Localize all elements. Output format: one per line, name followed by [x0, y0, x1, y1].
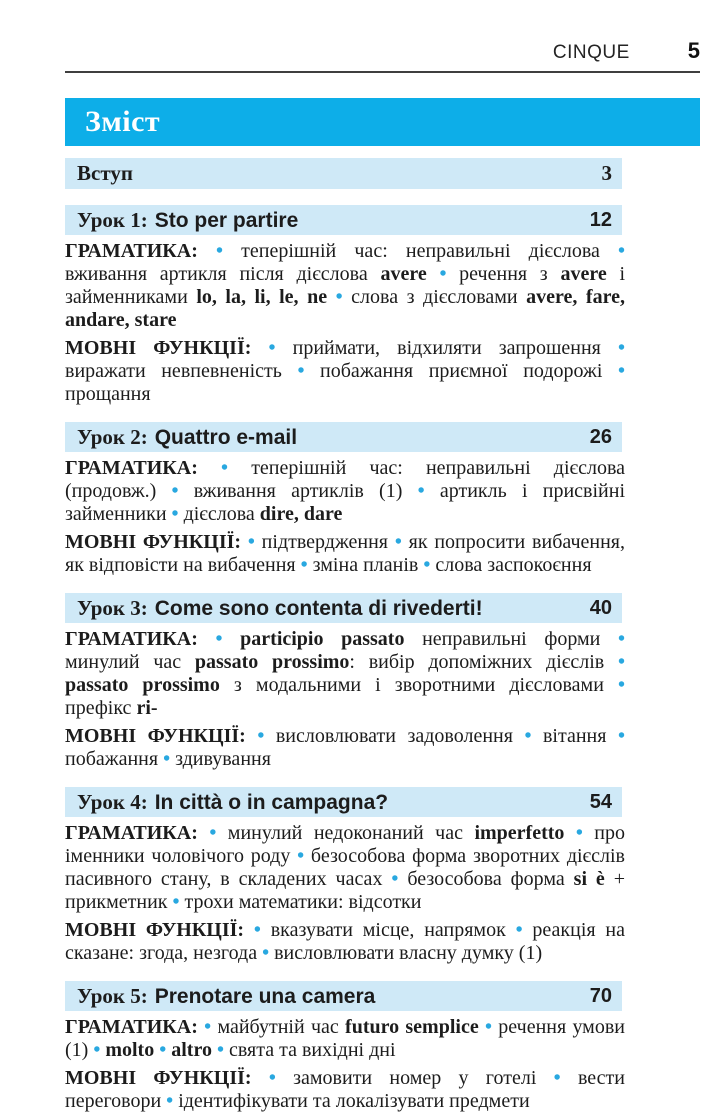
- lessons-container: [65, 205, 727, 1113]
- lesson-page-number: 40: [589, 596, 612, 619]
- running-head-word: CINQUE: [552, 42, 630, 63]
- lesson-bar: [65, 787, 622, 817]
- lesson-heading: [77, 596, 483, 621]
- grammar-paragraph: ГРАМАТИКА: • теперішній час: неправильні дієслова (продовж.) • вживання артиклів (1) • артикль і присвійні займенники • дієслова dire, dare: [65, 457, 625, 525]
- functions-paragraph: МОВНІ ФУНКЦІЇ: • замовити номер у готелі • вести переговори • ідентифікувати та локалізувати предмети: [65, 1067, 625, 1112]
- intro-page-number: 3: [601, 161, 612, 185]
- bullet-icon: •: [171, 503, 179, 525]
- lesson-page-number: 70: [589, 984, 612, 1007]
- lesson-title: Sto per partire: [154, 208, 299, 232]
- bullet-icon: •: [484, 1016, 492, 1038]
- bullet-icon: •: [215, 628, 223, 650]
- lesson-section: [65, 593, 727, 771]
- bullet-icon: •: [553, 1067, 561, 1089]
- bullet-icon: •: [268, 337, 276, 359]
- lesson-section: [65, 205, 727, 406]
- bullet-icon: •: [297, 845, 305, 867]
- grammar-paragraph: ГРАМАТИКА: • майбутній час futuro semplice • речення умови (1) • molto • altro • свята та вихідні дні: [65, 1016, 625, 1061]
- bullet-icon: •: [417, 480, 425, 502]
- page-header: [65, 38, 700, 64]
- grammar-paragraph: ГРАМАТИКА: • минулий недоконаний час imperfetto • про іменники чоловічого роду • безособова форма зворотних дієслів пасивного стану, в складених часах • безособова форма si è + прикметник • трохи математики: відсотки: [65, 822, 626, 913]
- bullet-icon: •: [524, 725, 532, 747]
- contents-title: Зміст: [85, 105, 161, 138]
- lesson-page-number: 26: [589, 425, 612, 448]
- bullet-icon: •: [575, 822, 583, 844]
- bullet-icon: •: [618, 628, 626, 650]
- lesson-heading: [77, 425, 297, 450]
- bullet-icon: •: [617, 725, 625, 747]
- bullet-icon: •: [172, 891, 180, 913]
- grammar-paragraph: ГРАМАТИКА: • participio passato неправильні форми • минулий час passato prossimo: вибір допоміжних дієслів • passato prossimo з модальними і зворотними дієсловами • префікс ri-: [65, 628, 626, 719]
- lesson-page-number: 54: [589, 790, 612, 813]
- lesson-title: Come sono contenta di rivederti!: [154, 596, 483, 620]
- lesson-section: [65, 787, 727, 965]
- bullet-icon: •: [618, 674, 626, 696]
- bullet-icon: •: [617, 651, 625, 673]
- bullet-icon: •: [216, 1039, 224, 1061]
- bullet-icon: •: [216, 240, 224, 262]
- bullet-icon: •: [247, 531, 255, 553]
- lesson-title: In città o in campagna?: [154, 790, 389, 814]
- bullet-icon: •: [221, 457, 229, 479]
- functions-paragraph: МОВНІ ФУНКЦІЇ: • підтвердження • як попросити вибачення, як відповісти на вибачення • зміна планів • слова заспокоєння: [65, 531, 625, 576]
- lesson-bar: [65, 593, 622, 623]
- bullet-icon: •: [93, 1039, 101, 1061]
- bullet-icon: •: [423, 554, 431, 576]
- bullet-icon: •: [262, 942, 270, 964]
- bullet-icon: •: [257, 725, 265, 747]
- bullet-icon: •: [209, 822, 217, 844]
- lesson-page-number: 12: [589, 208, 612, 231]
- header-rule: [65, 71, 700, 73]
- lesson-section: [65, 981, 727, 1113]
- bullet-icon: •: [268, 1067, 276, 1089]
- lesson-bar: [65, 981, 622, 1011]
- lesson-number: Урок 3:: [77, 595, 148, 620]
- bullet-icon: •: [204, 1016, 212, 1038]
- lesson-number: Урок 2:: [77, 424, 148, 449]
- lesson-heading: [77, 208, 298, 233]
- bullet-icon: •: [439, 263, 447, 285]
- lesson-number: Урок 5:: [77, 983, 148, 1008]
- bullet-icon: •: [297, 360, 305, 382]
- functions-paragraph: МОВНІ ФУНКЦІЇ: • висловлювати задоволення • вітання • побажання • здивування: [65, 725, 625, 770]
- bullet-icon: •: [171, 480, 179, 502]
- functions-paragraph: МОВНІ ФУНКЦІЇ: • приймати, відхиляти запрошення • виражати невпевненість • побажання приємної подорожі • прощання: [65, 337, 625, 405]
- lesson-number: Урок 4:: [77, 789, 148, 814]
- lesson-bar: [65, 422, 622, 452]
- bullet-icon: •: [617, 360, 625, 382]
- bullet-icon: •: [163, 748, 171, 770]
- bullet-icon: •: [618, 240, 626, 262]
- bullet-icon: •: [394, 531, 402, 553]
- bullet-icon: •: [159, 1039, 167, 1061]
- lesson-number: Урок 1:: [77, 207, 148, 232]
- bullet-icon: •: [335, 286, 343, 308]
- bullet-icon: •: [300, 554, 308, 576]
- lesson-section: [65, 422, 727, 577]
- lesson-heading: [77, 984, 375, 1009]
- functions-paragraph: МОВНІ ФУНКЦІЇ: • вказувати місце, напрямок • реакція на сказане: згода, незгода • висловлювати власну думку (1): [65, 919, 625, 964]
- lesson-bar: [65, 205, 622, 235]
- grammar-paragraph: ГРАМАТИКА: • теперішній час: неправильні дієслова • вживання артикля після дієслова avere • речення з avere і займенниками lo, la, li, le, ne • слова з дієсловами avere, fare, andare, stare: [65, 240, 626, 331]
- bullet-icon: •: [391, 868, 399, 890]
- lesson-heading: [77, 790, 388, 815]
- contents-title-bar: [65, 98, 700, 146]
- bullet-icon: •: [515, 919, 523, 941]
- bullet-icon: •: [617, 337, 625, 359]
- bullet-icon: •: [253, 919, 261, 941]
- lesson-title: Prenotare una camera: [154, 984, 376, 1008]
- lesson-title: Quattro e-mail: [154, 425, 298, 449]
- intro-row: [65, 158, 622, 189]
- page-number: 5: [687, 38, 700, 63]
- intro-label: Вступ: [77, 161, 133, 185]
- bullet-icon: •: [166, 1090, 174, 1112]
